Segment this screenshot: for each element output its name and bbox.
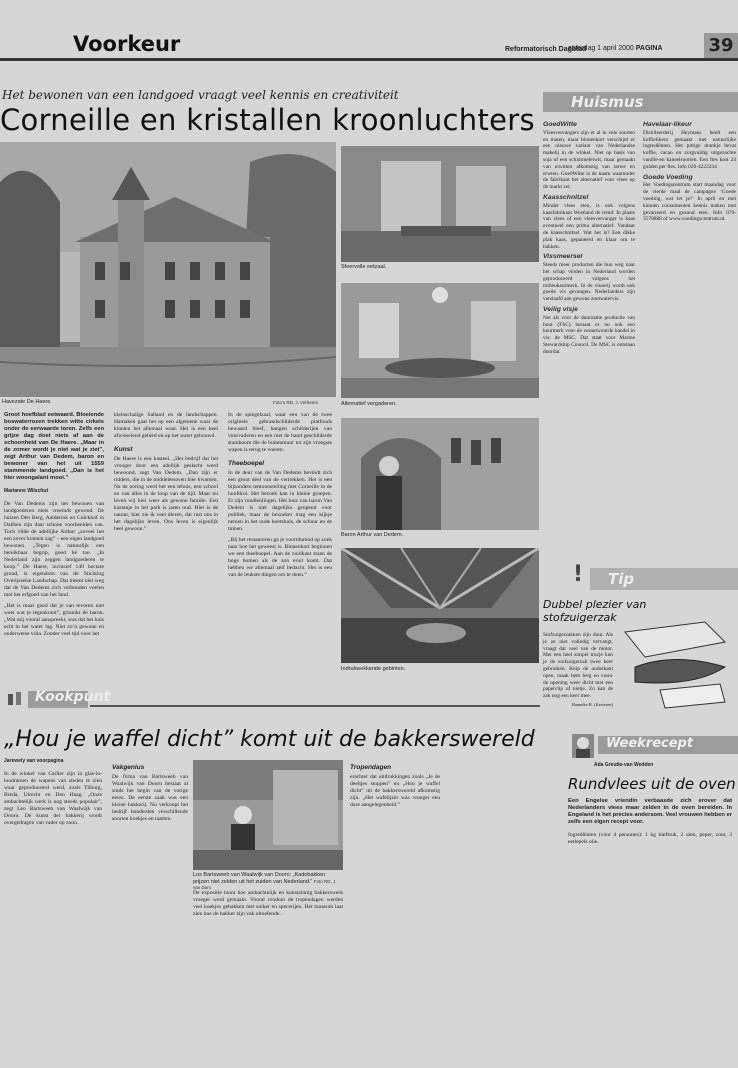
- article-kicker: Het bewonen van een landgoed vraagt veel kennis en creativiteit: [2, 88, 399, 102]
- sidebar-item-title: GoedWitte: [543, 121, 577, 128]
- kookpunt-paragraph: De firma van Bartsweeh van Waalwijk van Doorn bestaat al sinds het begin van de vorige eeuw. De eerste zaak was een kleine bakkerij. Nu verkoopt het bedrijf honderden verschillende soorten koekjes en taarten.: [112, 774, 188, 822]
- sidebar-item-text: Minder vlees eten, is ook volgens kaasfabrikant Westland de trend. In plaats van vlees of een vleesvervanger is kaas eventueel een prima alternatief. Vandaar de kaasschnitzel. Wat het is? Een dikke plak kaas, gepaneerd en klaar om te bakken.: [543, 202, 635, 250]
- vacuum-bag-illustration: [615, 612, 735, 712]
- beams-photo: [341, 548, 539, 663]
- bakery-caption: [193, 872, 341, 892]
- article-paragraph: „Bij het restaureren ga je voortdurend op zoek naar hoe het geweest is. Binnenkort beginnen we een theeboepel. Aan de zuidkant staan de hoge bomen als de zon eruit komt. Dat hebben we allemaal zelf bedacht. Het is een van de leukste dingen om te doen.”: [228, 537, 332, 578]
- article-column-2: [114, 412, 218, 537]
- sidebar-item-text: Het Voedingscentrum start maandag voor de vierde maal de campagne ‘Goede voeding, wat let je?’ In april en mei kunnen consumenten kennis maken met gevarieerd en gezond eten. Info 070-3578888 of www.voedingscentrum.nl.: [643, 182, 736, 223]
- weekrecept-lead: Een Engelse vriendin verbaasde zich erover dat Nederlanders vlees maar zelden in de oven bereiden. In Engeland is het precies andersom. Veel vrouwen hebben er zelfs een eigen recept voor.: [568, 798, 732, 825]
- kookpunt-paragraph: In de winkel van Carlier zijn in glas-in-loodramen de wapens van steden te zien waar geproduceerd werd, zoals Tilburg, Breda, Utrecht en Den Haag. „Onze ambachtelijk werk is nog steeds populair”, zegt Leo Bartsweeh van Waalwijk van Doorn. De kunst der bakkerij wordt overgedragen van vader op zoon.: [4, 771, 102, 826]
- meeting-room-illustration: [341, 283, 539, 398]
- tip-label: Tip: [608, 570, 635, 588]
- dining-room-illustration: [341, 146, 539, 262]
- kookpunt-column-4: [350, 758, 440, 813]
- article-headline: Corneille en kristallen kroonluchters: [0, 103, 535, 137]
- page-label: PAGINA: [635, 45, 663, 52]
- weekrecept-body: [568, 798, 732, 850]
- page-number: 39: [704, 33, 738, 59]
- date-line: [568, 45, 662, 52]
- kitchen-glyph: [6, 690, 24, 706]
- sidebar-column-2: [643, 118, 736, 223]
- castle-illustration: [0, 142, 336, 397]
- exclamation-icon: !: [573, 562, 584, 587]
- article-paragraph: kleinschalige Salland en de landschappen. Hamaken gaat het op een algemene waar de klanten het allemaal waar. Het is een heel afwisselend gebied en op het water gebouwd.: [114, 412, 218, 439]
- kookpunt-subhead: Jarewely van voorpagina: [4, 758, 64, 764]
- article-byline: Marianne Wilschut: [4, 488, 49, 494]
- article-paragraph: De Haere is een kasteel. „Het bedrijf dat het vrooger door een adellijk geslacht werd bewoond, zegt Van Dedem. „Dan zijn er ridders, die in de middeleeuwen hier kwamen. Na de oorlog werd het een tehuis, een school en van alles in de loop van de tijd. Maar nu leven wij hier weer als gewone familie. Een kastanje in het park is jaren oud. Hier is de natuur, hier zie ik veel dieren, dat rust ons in het dagelijks leven. Ons leven is eigenlijk heel gewoon.”: [114, 456, 218, 532]
- castle-photo-caption: Havezate De Haere.: [2, 399, 52, 405]
- castle-photo: [0, 142, 336, 397]
- baron-photo: [341, 418, 539, 530]
- tip-text: [543, 632, 613, 709]
- kookpunt-header: [0, 688, 540, 710]
- masthead: [0, 28, 738, 62]
- section-title: Voorkeur: [73, 32, 181, 56]
- article-paragraph: „Het is maar goed dat je van tevoren niet weet wat je tegenkomt”, grinnikt de baron. „Wat mij vooral aanspreekt, was dat het huis echt in het water lag. Niet zo’n gewone en ouderwetse villa. Zonder veel tijd voor het: [4, 603, 104, 637]
- bakery-photo-credit: Foto RD, J. van Dam: [193, 878, 337, 890]
- kitchen-icon: [6, 690, 24, 706]
- weekrecept-author: Ada Greutie-van Wedden: [594, 762, 654, 768]
- article-subhead: Kunst: [114, 446, 133, 453]
- weekrecept-label: Weekrecept: [606, 736, 694, 751]
- kookpunt-subhead-2: Vakgenius: [112, 764, 145, 771]
- kookpunt-column-1: [4, 758, 102, 831]
- photo-credit: Foto's RD, J. Verbeem: [273, 400, 319, 405]
- date-text: zaterdag 1 april 2000: [568, 45, 634, 52]
- bakery-illustration: [193, 760, 343, 870]
- article-subhead: Theeboepel: [228, 460, 265, 467]
- vacuum-bag-drawing: [615, 612, 735, 712]
- article-paragraph: In de deur van de Van Dedems bevindt zich een groot deel van de vertrekken. Het is een bijzondere tentoonstelling met Corneille in de hoofdrol. Het bezoek kan in kleine groepen. Er zijn rondleidingen. Het huis van baron Van Dedem is niet dagelijks geopend voor publiek, maar de bezoeker mag een kijkje nemen in het oude koetshuis, de schuur en de tuinen.: [228, 470, 332, 532]
- baron-illustration: [341, 418, 539, 530]
- kookpunt-headline: „Hou je waffel dicht” komt uit de bakkerswereld: [4, 727, 535, 752]
- cook-avatar: [572, 734, 594, 758]
- weekrecept-ingredients: Ingrediënten (voor 4 personen): 1 kg biefstuk, 2 uien, peper, zout, 3 eetlepels olie.: [568, 832, 732, 845]
- cook-portrait: [572, 734, 594, 758]
- sidebar-item-text: Vleesvervangers zijn er al in vele soorten en maten, maar binnenkort verschijnt er een nieuwe variant van Nederlandse makelij in de winkel. Niet op basis van soja of een schimmeleiwit, maar gemaakt van eiwitten afkomstig van tarwe en erwten. GoedWitte is de naam waaronder de fabrikant het alternatief voor vlees op de markt zet.: [543, 129, 635, 191]
- sidebar-item-title: Havelaar-likeur: [643, 121, 692, 128]
- sidebar-column-1: [543, 118, 635, 356]
- article-column-3: [228, 412, 332, 583]
- bakery-caption-text: Los Bartsweeh van Waalwijk van Doorn: „Kadobakken prijzen niet zelden uit het zuiden van Nederland.”: [193, 872, 326, 885]
- tip-title: Dubbel plezier van stofzuigerzak: [543, 598, 647, 624]
- sidebar-item-text: Steeds meer producten die hun weg naar het schap vinden in Nederland worden geproduceerd volgens het milieukeurmerk. In de visserij wordt ook goede vis gevangen. Nederlanders zijn verslaafd aan gewone zoetwatervis.: [543, 262, 635, 303]
- paper-name: Reformatorisch Dagblad: [505, 46, 587, 53]
- beams-illustration: [341, 548, 539, 663]
- kookpunt-paragraph: erachter dat uitdrukkingen zoals „Je de deeltjes stoppen” en „Hou je waffel dicht” uit de bakkerswereld afkomstig zijn. „Het wafelijzer was vroeger een dure aangelegenheid.”: [350, 774, 440, 808]
- kookpunt-rule: [90, 705, 540, 707]
- sidebar-title: Huismus: [571, 93, 644, 111]
- article-column-1: [4, 412, 104, 642]
- sidebar-item-text: Net als voor de duurzame productie van hout (FSC) bestaat er nu ook een keurmerk voor de verantwoorde handel in vis: de MSC. Dat staat voor Marine Stewardship Council. De MSC is ontstaan doordat: [543, 314, 635, 355]
- sidebar-item-title: Kaasschnitzel: [543, 193, 589, 201]
- dining-room-photo: [341, 146, 539, 262]
- article-lead: Groot hoefblad eetwaard. Bloeiende boswaterrozen trekken witte cirkels onder de eerwaarde toren. Zelfs een grijze dag doet niets af aan de schoonheid van De Haere. „Maar in de zomer wordt je niet wat je ziet”, zegt Arthur van Dedem, baron en bewoner van het uit 1559 stammende landgoed. „Dan is het hier woongalant mooi.”: [4, 412, 104, 481]
- kookpunt-label: Kookpunt: [35, 689, 111, 705]
- sidebar-header: [543, 92, 738, 112]
- sidebar-item-title: Vissmeersel: [543, 253, 583, 261]
- sidebar-item-text: Distilleerderij Heymans heeft een koffielikeur gemaakt met natuurlijke ingrediënten. Het pittige drankje bevat koffie, cacao en zorgvuldig uitgezochte vanille-en kaneelsoorten. Een fles kost 24 gulden per fles. Info 020-4223334: [643, 129, 736, 170]
- masthead-rule: [0, 58, 738, 61]
- meeting-room-caption: Alternatief vergaderen.: [341, 401, 397, 407]
- weekrecept-header: [598, 736, 738, 754]
- sidebar-item-title: Goede Voeding: [643, 173, 693, 181]
- beams-caption: Indrukwekkende gebinten.: [341, 666, 406, 672]
- sidebar-item-title: Veilig visje: [543, 305, 578, 313]
- dining-room-caption: Sfeervolle eetzaal.: [341, 264, 387, 270]
- kookpunt-column-2: [112, 758, 188, 827]
- article-paragraph: De Van Dedems zijn het bewonen van landgoederen niets vreemds gewend. De huizen Den Berg, Aalderink en Colckhof in Dalfsen zijn daar schone voorbeelden van. Toch vilde de adellijke Arthur „zoveel het een zover kunnen zag” – een eigen landgoed bewonen. „Tegen is natuurlijk een bereikbaar begrip, goed hè toe. „In Nederland zijn zeggen landgoederen te koop.” De Haere, inclusief 140 hectare grond, is eigendom van de Stichting Overijsselse Landschap. Dat meent niet weg dat de Van Dedems zich verbonden voelen met het erfgoed van het land.: [4, 501, 104, 598]
- kookpunt-paragraph: De expositie toont hoe ambachtelijk en kunstzinnig bakkerswerk vroeger werd gemaakt. Vooral rondom de tropendagen werden veel koekjes gebakken met suiker en specerijen. Het museum laat zien hoe de bakker zijn vak uitoefende.: [193, 890, 343, 917]
- article-paragraph: In de spiegelzaal, waar een van de twee originele gebrandschilderde platfonds bewaard bleef, hangen schilderijen van voorvaderen en een met de hand geschilderde stamboom die de buitenmuur tot zijn vroegste wapen is terug te voeren.: [228, 412, 332, 453]
- baron-caption: Baron Arthur van Dedem.: [341, 532, 404, 538]
- meeting-room-photo: [341, 283, 539, 398]
- weekrecept-headline: Rundvlees uit de oven: [568, 775, 736, 793]
- tip-body: Stofzuigerzakken zijn duur. Als je ze niet volledig vervangt, vraagt dat veel van de motor. Met een heel simpel trucje kun je de stofzuigerzak twee keer gebruiken. Knip de onderkant open, maak hem leeg en vouw de opening weer dicht met een paperclip of nietje. Zo kan de zak nog een keer mee.: [543, 632, 613, 700]
- bakery-photo: [193, 760, 343, 870]
- kookpunt-subhead-3: Tropendagen: [350, 764, 392, 771]
- kookpunt-column-3: [193, 890, 343, 922]
- tip-credit: Hanneke B. (Kesteren): [571, 701, 613, 707]
